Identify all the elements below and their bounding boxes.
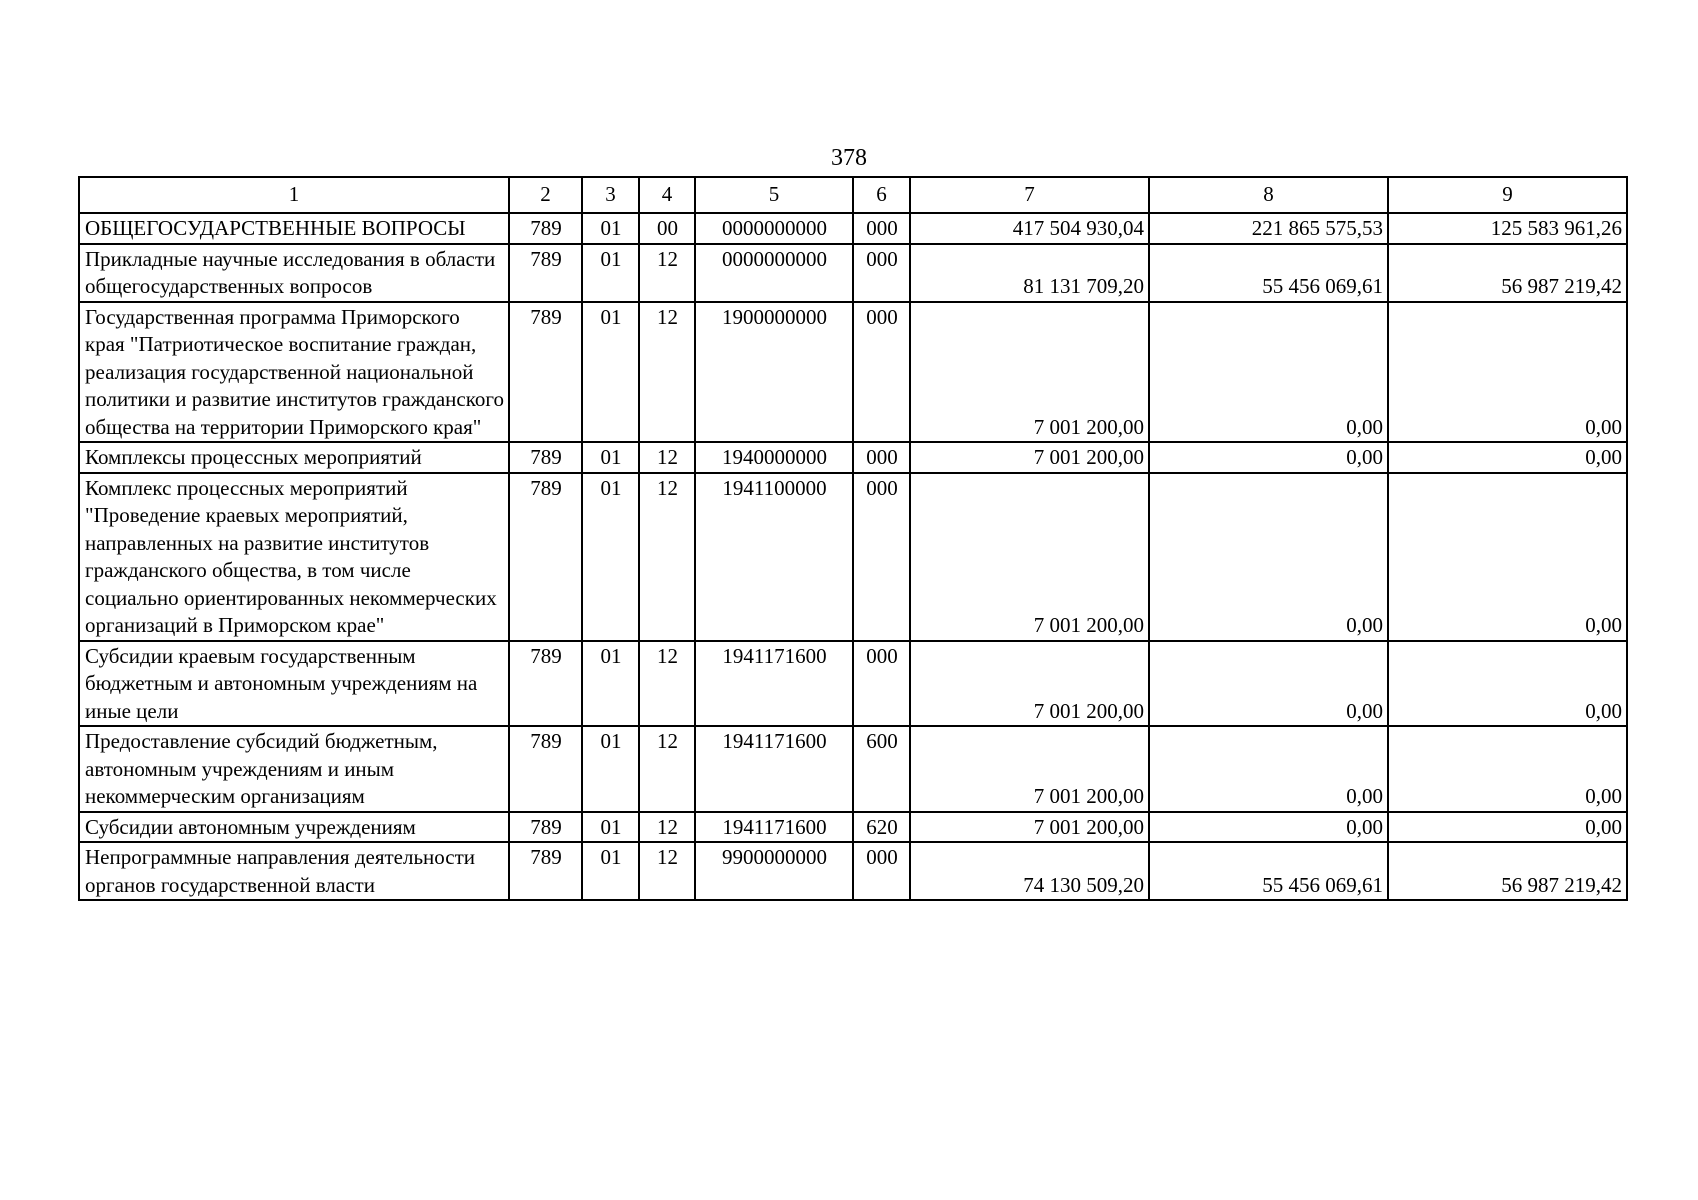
amount-col-9: 0,00 bbox=[1388, 302, 1627, 443]
column-number-row bbox=[79, 177, 1627, 213]
ministry-code: 789 bbox=[509, 302, 582, 443]
amount-col-9: 0,00 bbox=[1388, 726, 1627, 812]
amount-col-7: 7 001 200,00 bbox=[910, 726, 1149, 812]
expense-type-code: 000 bbox=[853, 244, 910, 302]
table-row bbox=[79, 213, 1627, 244]
ministry-code: 789 bbox=[509, 641, 582, 727]
row-name: Предоставление субсидий бюджетным, автономным учреждениям и иным некоммерческим организациям bbox=[79, 726, 509, 812]
ministry-code: 789 bbox=[509, 473, 582, 641]
column-header: 2 bbox=[509, 177, 582, 213]
amount-col-8: 0,00 bbox=[1149, 726, 1388, 812]
amount-col-8: 0,00 bbox=[1149, 302, 1388, 443]
expense-type-code: 000 bbox=[853, 302, 910, 443]
subsection-code: 12 bbox=[639, 302, 695, 443]
ministry-code: 789 bbox=[509, 812, 582, 843]
target-article-code: 9900000000 bbox=[695, 842, 853, 900]
subsection-code: 12 bbox=[639, 244, 695, 302]
section-code: 01 bbox=[582, 641, 639, 727]
amount-col-7: 7 001 200,00 bbox=[910, 442, 1149, 473]
amount-col-7: 7 001 200,00 bbox=[910, 641, 1149, 727]
row-name: Комплексы процессных мероприятий bbox=[79, 442, 509, 473]
section-code: 01 bbox=[582, 842, 639, 900]
row-name: Субсидии автономным учреждениям bbox=[79, 812, 509, 843]
amount-col-9: 56 987 219,42 bbox=[1388, 842, 1627, 900]
expense-type-code: 600 bbox=[853, 726, 910, 812]
column-header: 8 bbox=[1149, 177, 1388, 213]
amount-col-8: 0,00 bbox=[1149, 812, 1388, 843]
amount-col-7: 7 001 200,00 bbox=[910, 302, 1149, 443]
target-article-code: 1941100000 bbox=[695, 473, 853, 641]
expense-type-code: 000 bbox=[853, 842, 910, 900]
row-name: Прикладные научные исследования в области общегосударственных вопросов bbox=[79, 244, 509, 302]
expense-type-code: 000 bbox=[853, 473, 910, 641]
column-header: 1 bbox=[79, 177, 509, 213]
target-article-code: 1941171600 bbox=[695, 726, 853, 812]
amount-col-7: 7 001 200,00 bbox=[910, 473, 1149, 641]
expense-type-code: 000 bbox=[853, 442, 910, 473]
target-article-code: 0000000000 bbox=[695, 213, 853, 244]
amount-col-8: 0,00 bbox=[1149, 641, 1388, 727]
amount-col-9: 56 987 219,42 bbox=[1388, 244, 1627, 302]
target-article-code: 1941171600 bbox=[695, 641, 853, 727]
ministry-code: 789 bbox=[509, 442, 582, 473]
section-code: 01 bbox=[582, 812, 639, 843]
amount-col-8: 55 456 069,61 bbox=[1149, 244, 1388, 302]
subsection-code: 12 bbox=[639, 812, 695, 843]
ministry-code: 789 bbox=[509, 213, 582, 244]
expense-type-code: 000 bbox=[853, 641, 910, 727]
amount-col-7: 7 001 200,00 bbox=[910, 812, 1149, 843]
amount-col-8: 0,00 bbox=[1149, 442, 1388, 473]
subsection-code: 12 bbox=[639, 473, 695, 641]
subsection-code: 12 bbox=[639, 842, 695, 900]
table-row bbox=[79, 726, 1627, 812]
table-row bbox=[79, 473, 1627, 641]
table-row bbox=[79, 842, 1627, 900]
column-header: 6 bbox=[853, 177, 910, 213]
amount-col-8: 55 456 069,61 bbox=[1149, 842, 1388, 900]
section-code: 01 bbox=[582, 442, 639, 473]
column-header: 5 bbox=[695, 177, 853, 213]
target-article-code: 1940000000 bbox=[695, 442, 853, 473]
section-code: 01 bbox=[582, 302, 639, 443]
row-name: Государственная программа Приморского края "Патриотическое воспитание граждан, реализация государственной национальной политики и развитие институтов гражданского общества на территории Приморского края" bbox=[79, 302, 509, 443]
column-header: 4 bbox=[639, 177, 695, 213]
ministry-code: 789 bbox=[509, 726, 582, 812]
subsection-code: 12 bbox=[639, 442, 695, 473]
amount-col-7: 81 131 709,20 bbox=[910, 244, 1149, 302]
table-row bbox=[79, 302, 1627, 443]
ministry-code: 789 bbox=[509, 244, 582, 302]
amount-col-7: 417 504 930,04 bbox=[910, 213, 1149, 244]
amount-col-9: 0,00 bbox=[1388, 442, 1627, 473]
subsection-code: 12 bbox=[639, 726, 695, 812]
amount-col-9: 0,00 bbox=[1388, 812, 1627, 843]
row-name: Субсидии краевым государственным бюджетным и автономным учреждениям на иные цели bbox=[79, 641, 509, 727]
column-header: 7 bbox=[910, 177, 1149, 213]
section-code: 01 bbox=[582, 213, 639, 244]
column-header: 9 bbox=[1388, 177, 1627, 213]
amount-col-8: 221 865 575,53 bbox=[1149, 213, 1388, 244]
row-name: Непрограммные направления деятельности органов государственной власти bbox=[79, 842, 509, 900]
table-row bbox=[79, 244, 1627, 302]
section-code: 01 bbox=[582, 726, 639, 812]
table-row bbox=[79, 641, 1627, 727]
row-name: ОБЩЕГОСУДАРСТВЕННЫЕ ВОПРОСЫ bbox=[79, 213, 509, 244]
amount-col-7: 74 130 509,20 bbox=[910, 842, 1149, 900]
section-code: 01 bbox=[582, 473, 639, 641]
ministry-code: 789 bbox=[509, 842, 582, 900]
subsection-code: 00 bbox=[639, 213, 695, 244]
page-number: 378 bbox=[831, 145, 867, 171]
budget-table bbox=[78, 176, 1628, 901]
amount-col-9: 0,00 bbox=[1388, 641, 1627, 727]
table-row bbox=[79, 442, 1627, 473]
expense-type-code: 620 bbox=[853, 812, 910, 843]
table-row bbox=[79, 812, 1627, 843]
amount-col-9: 0,00 bbox=[1388, 473, 1627, 641]
section-code: 01 bbox=[582, 244, 639, 302]
expense-type-code: 000 bbox=[853, 213, 910, 244]
target-article-code: 1941171600 bbox=[695, 812, 853, 843]
target-article-code: 0000000000 bbox=[695, 244, 853, 302]
amount-col-9: 125 583 961,26 bbox=[1388, 213, 1627, 244]
column-header: 3 bbox=[582, 177, 639, 213]
target-article-code: 1900000000 bbox=[695, 302, 853, 443]
subsection-code: 12 bbox=[639, 641, 695, 727]
row-name: Комплекс процессных мероприятий "Проведение краевых мероприятий, направленных на развитие институтов гражданского общества, в том числе социально ориентированных некоммерческих организаций в Приморском крае" bbox=[79, 473, 509, 641]
amount-col-8: 0,00 bbox=[1149, 473, 1388, 641]
